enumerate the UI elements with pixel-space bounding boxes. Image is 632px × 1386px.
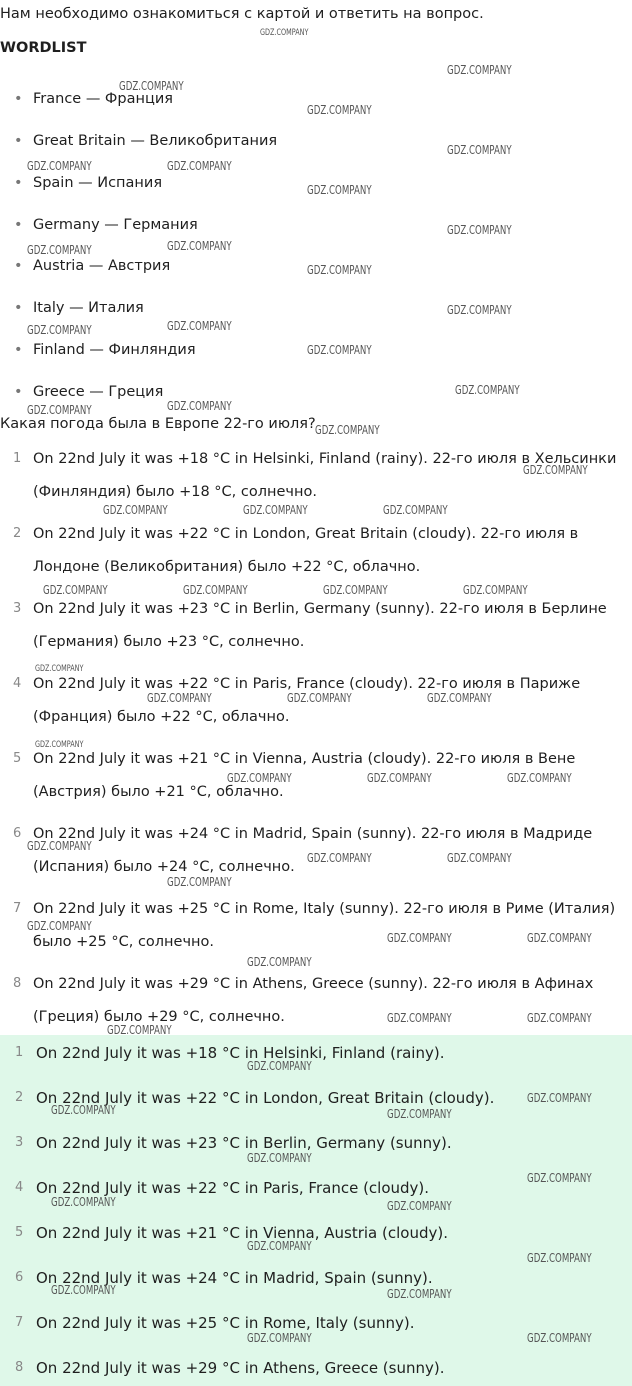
wordlist-item: • France — Франция [14,91,174,107]
summary-number: 3 [15,1135,24,1150]
watermark: GDZ.COMPANY [387,1287,452,1301]
watermark: GDZ.COMPANY [43,583,108,597]
wordlist-item: • Greece — Греция [14,384,164,400]
watermark: GDZ.COMPANY [455,383,520,397]
watermark: GDZ.COMPANY [260,28,309,38]
answer-number: 8 [13,976,22,991]
answer-line: On 22nd July it was +21 °C in Vienna, Austria (cloudy). 22-го июля в Вене [33,751,576,767]
watermark: GDZ.COMPANY [27,243,92,257]
answer-line: On 22nd July it was +18 °C in Helsinki, Finland (rainy). 22-го июля в Хельсинки [33,451,617,467]
answer-line: (Франция) было +22 °C, облачно. [33,709,290,725]
wordlist-item: • Finland — Финляндия [14,342,196,358]
summary-number: 1 [15,1045,24,1060]
watermark: GDZ.COMPANY [387,1011,452,1025]
watermark: GDZ.COMPANY [315,423,380,437]
answer-number: 5 [13,751,22,766]
summary-number: 8 [15,1360,24,1375]
question-heading: Какая погода была в Европе 22-го июля? [0,416,316,432]
watermark: GDZ.COMPANY [447,63,512,77]
watermark: GDZ.COMPANY [167,399,232,413]
summary-text: On 22nd July it was +24 °C in Madrid, Spain (sunny). [36,1269,433,1287]
watermark: GDZ.COMPANY [307,343,372,357]
answer-line: (Финляндия) было +18 °C, солнечно. [33,484,317,500]
watermark: GDZ.COMPANY [247,955,312,969]
watermark: GDZ.COMPANY [35,740,84,750]
watermark: GDZ.COMPANY [507,771,572,785]
watermark: GDZ.COMPANY [367,771,432,785]
watermark: GDZ.COMPANY [51,1103,116,1117]
watermark: GDZ.COMPANY [27,839,92,853]
watermark: GDZ.COMPANY [527,1331,592,1345]
answer-number: 6 [13,826,22,841]
watermark: GDZ.COMPANY [51,1283,116,1297]
summary-text: On 22nd July it was +29 °C in Athens, Greece (sunny). [36,1359,445,1377]
answer-line: (Испания) было +24 °C, солнечно. [33,859,295,875]
summary-number: 5 [15,1225,24,1240]
watermark: GDZ.COMPANY [427,691,492,705]
wordlist-item: • Italy — Италия [14,300,144,316]
watermark: GDZ.COMPANY [527,1011,592,1025]
answer-line: On 22nd July it was +25 °C in Rome, Italy (sunny). 22-го июля в Риме (Италия) [33,901,616,917]
watermark: GDZ.COMPANY [527,1171,592,1185]
watermark: GDZ.COMPANY [447,303,512,317]
watermark: GDZ.COMPANY [103,503,168,517]
answer-number: 7 [13,901,22,916]
wordlist-item: • Spain — Испания [14,175,163,191]
answer-line: On 22nd July it was +22 °C in Paris, France (cloudy). 22-го июля в Париже [33,676,581,692]
summary-text: On 22nd July it was +22 °C in London, Great Britain (cloudy). [36,1089,495,1107]
watermark: GDZ.COMPANY [51,1195,116,1209]
watermark: GDZ.COMPANY [27,919,92,933]
watermark: GDZ.COMPANY [527,1091,592,1105]
watermark: GDZ.COMPANY [527,931,592,945]
watermark: GDZ.COMPANY [27,159,92,173]
watermark: GDZ.COMPANY [307,183,372,197]
answer-line: (Австрия) было +21 °C, облачно. [33,784,284,800]
watermark: GDZ.COMPANY [287,691,352,705]
watermark: GDZ.COMPANY [27,403,92,417]
wordlist-item: • Germany — Германия [14,217,198,233]
watermark: GDZ.COMPANY [307,103,372,117]
watermark: GDZ.COMPANY [167,319,232,333]
watermark: GDZ.COMPANY [527,1251,592,1265]
watermark: GDZ.COMPANY [307,851,372,865]
summary-text: On 22nd July it was +25 °C in Rome, Italy (sunny). [36,1314,415,1332]
watermark: GDZ.COMPANY [323,583,388,597]
watermark: GDZ.COMPANY [247,1331,312,1345]
answer-line: On 22nd July it was +23 °C in Berlin, Germany (sunny). 22-го июля в Берлине [33,601,607,617]
summary-number: 7 [15,1315,24,1330]
watermark: GDZ.COMPANY [247,1239,312,1253]
watermark: GDZ.COMPANY [119,79,184,93]
answer-line: было +25 °C, солнечно. [33,934,214,950]
watermark: GDZ.COMPANY [247,1151,312,1165]
watermark: GDZ.COMPANY [247,1059,312,1073]
answer-line: (Германия) было +23 °C, солнечно. [33,634,305,650]
summary-number: 2 [15,1090,24,1105]
watermark: GDZ.COMPANY [167,239,232,253]
wordlist-item: • Austria — Австрия [14,258,171,274]
wordlist-item: • Great Britain — Великобритания [14,133,278,149]
watermark: GDZ.COMPANY [447,851,512,865]
answer-number: 2 [13,526,22,541]
watermark: GDZ.COMPANY [35,664,84,674]
summary-text: On 22nd July it was +23 °C in Berlin, Germany (sunny). [36,1134,452,1152]
answer-number: 3 [13,601,22,616]
summary-text: On 22nd July it was +18 °C in Helsinki, Finland (rainy). [36,1044,445,1062]
watermark: GDZ.COMPANY [107,1023,172,1037]
watermark: GDZ.COMPANY [27,323,92,337]
watermark: GDZ.COMPANY [463,583,528,597]
watermark: GDZ.COMPANY [447,143,512,157]
watermark: GDZ.COMPANY [387,931,452,945]
wordlist-title: WORDLIST [0,40,87,56]
watermark: GDZ.COMPANY [387,1107,452,1121]
intro-text: Нам необходимо ознакомиться с картой и ответить на вопрос. [0,6,484,22]
answer-line: Лондоне (Великобритания) было +22 °C, облачно. [33,559,421,575]
watermark: GDZ.COMPANY [383,503,448,517]
answer-number: 4 [13,676,22,691]
watermark: GDZ.COMPANY [523,463,588,477]
watermark: GDZ.COMPANY [147,691,212,705]
summary-text: On 22nd July it was +21 °C in Vienna, Austria (cloudy). [36,1224,448,1242]
answer-number: 1 [13,451,22,466]
watermark: GDZ.COMPANY [307,263,372,277]
answer-line: (Греция) было +29 °C, солнечно. [33,1009,285,1025]
summary-text: On 22nd July it was +22 °C in Paris, France (cloudy). [36,1179,430,1197]
watermark: GDZ.COMPANY [167,875,232,889]
summary-number: 4 [15,1180,24,1195]
answer-line: On 22nd July it was +22 °C in London, Great Britain (cloudy). 22-го июля в [33,526,579,542]
watermark: GDZ.COMPANY [183,583,248,597]
answer-line: On 22nd July it was +24 °C in Madrid, Spain (sunny). 22-го июля в Мадриде [33,826,593,842]
watermark: GDZ.COMPANY [167,159,232,173]
answer-line: On 22nd July it was +29 °C in Athens, Greece (sunny). 22-го июля в Афинах [33,976,594,992]
watermark: GDZ.COMPANY [227,771,292,785]
watermark: GDZ.COMPANY [243,503,308,517]
watermark: GDZ.COMPANY [387,1199,452,1213]
watermark: GDZ.COMPANY [447,223,512,237]
summary-number: 6 [15,1270,24,1285]
